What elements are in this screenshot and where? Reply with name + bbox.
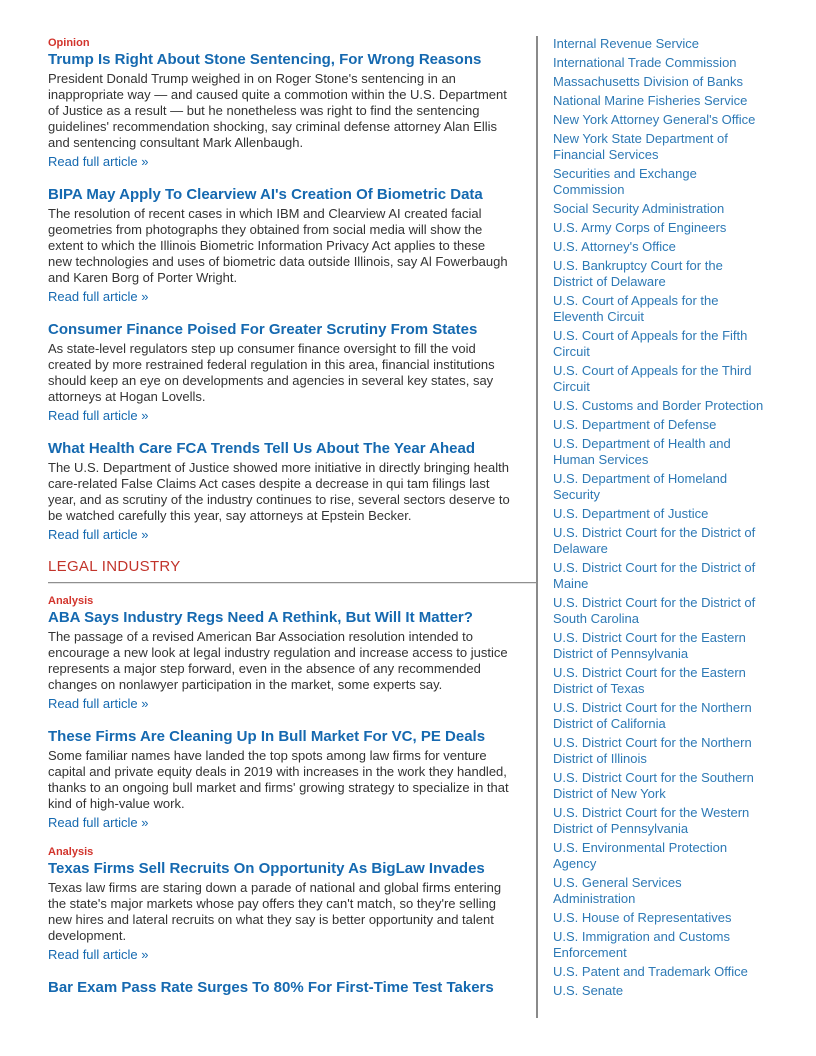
article-kicker: Opinion — [48, 37, 90, 49]
sidebar-agency-link[interactable]: U.S. Customs and Border Protection — [553, 398, 764, 413]
article-headline-link[interactable]: Bar Exam Pass Rate Surges To 80% For First-Time Test Takers — [48, 979, 494, 996]
read-full-article-link[interactable]: Read full article » — [48, 408, 149, 423]
section-header-legal-industry: LEGAL INDUSTRY — [48, 558, 181, 575]
article-kicker: Analysis — [48, 595, 94, 607]
read-full-article-link[interactable]: Read full article » — [48, 815, 149, 830]
sidebar-agency-link[interactable]: U.S. Department of Homeland Security — [553, 471, 728, 502]
sidebar-agency-link[interactable]: Securities and Exchange Commission — [553, 166, 697, 197]
sidebar-agency-link[interactable]: U.S. Senate — [553, 983, 624, 998]
sidebar-agency-link[interactable]: Social Security Administration — [553, 201, 725, 216]
article — [48, 727, 511, 832]
article — [48, 439, 511, 544]
sidebar-agency-link[interactable]: U.S. District Court for the District of Maine — [553, 560, 756, 591]
article-summary: President Donald Trump weighed in on Roger Stone's sentencing in an inappropriate way — and caused quite a commotion within the U.S. Department of Justice as a result — but he nonetheless was right to find the sentencing guidelines' recommendation shocking, say criminal defense attorney Alan Ellis and sentencing consultant Mark Allenbaugh. — [48, 71, 507, 150]
sidebar-agency-link[interactable]: Internal Revenue Service — [553, 36, 699, 51]
sidebar-agency-link[interactable]: U.S. District Court for the Eastern District of Pennsylvania — [553, 630, 746, 661]
article-summary: Some familiar names have landed the top spots among law firms for venture capital and private equity deals in 2019 with increases in the work they handled, thanks to an ongoing bull market and firms' growing strategy to specialize in that kind of high-value work. — [48, 748, 509, 811]
article-summary: As state-level regulators step up consumer finance oversight to fill the void created by more restrained federal regulation in this area, financial institutions should keep an eye on developments and agencies in several key states, say attorneys at Hogan Lovells. — [48, 341, 495, 404]
sidebar-agency-link[interactable]: U.S. Court of Appeals for the Third Circuit — [553, 363, 752, 394]
sidebar-agency-link[interactable]: International Trade Commission — [553, 55, 737, 70]
read-full-article-link[interactable]: Read full article » — [48, 947, 149, 962]
sidebar-agency-link[interactable]: U.S. District Court for the Eastern District of Texas — [553, 665, 746, 696]
article — [48, 595, 511, 713]
sidebar-agency-link[interactable]: U.S. District Court for the Northern District of Illinois — [553, 735, 752, 766]
article-summary: The passage of a revised American Bar Association resolution intended to encourage a new look at legal industry regulation and increase access to justice represents a major step forward, even in the absence of any recommended changes on nonlawyer participation in the market, some experts say. — [48, 629, 508, 692]
article-kicker: Analysis — [48, 846, 94, 858]
article — [48, 846, 511, 964]
article-summary: The resolution of recent cases in which IBM and Clearview AI created facial geometries from photographs they obtained from social media will show the extent to which the Illinois Biometric Information Privacy Act applies to these new technologies and uses of biometric data outside Illinois, say Al Fowerbaugh and Karen Borg of Porter Wright. — [48, 206, 508, 285]
article-headline-link[interactable]: BIPA May Apply To Clearview AI's Creation Of Biometric Data — [48, 186, 483, 203]
sidebar-agency-link[interactable]: U.S. General Services Administration — [553, 875, 682, 906]
sidebar-agency-link[interactable]: U.S. District Court for the Northern District of California — [553, 700, 752, 731]
sidebar-agency-link[interactable]: U.S. Court of Appeals for the Eleventh Circuit — [553, 293, 719, 324]
sidebar-agency-link[interactable]: U.S. House of Representatives — [553, 910, 732, 925]
article — [48, 185, 511, 306]
article-summary: The U.S. Department of Justice showed more initiative in directly bringing health care-related False Claims Act cases despite a decrease in qui tam filings last year, and as scrutiny of the industry continues to rise, several sectors deserve to be watched carefully this year, say attorneys at Epstein Becker. — [48, 460, 510, 523]
sidebar-agency-link[interactable]: U.S. Department of Defense — [553, 417, 717, 432]
sidebar-agency-link[interactable]: New York Attorney General's Office — [553, 112, 756, 127]
articles-column — [48, 37, 511, 1011]
read-full-article-link[interactable]: Read full article » — [48, 289, 149, 304]
article — [48, 320, 511, 425]
article-headline-link[interactable]: These Firms Are Cleaning Up In Bull Market For VC, PE Deals — [48, 728, 486, 745]
article — [48, 37, 511, 171]
sidebar-agency-link[interactable]: U.S. Immigration and Customs Enforcement — [553, 929, 731, 960]
read-full-article-link[interactable]: Read full article » — [48, 696, 149, 711]
sidebar-agency-link[interactable]: U.S. Environmental Protection Agency — [553, 840, 728, 871]
sidebar-agency-link[interactable]: U.S. Attorney's Office — [553, 239, 676, 254]
sidebar-agency-link[interactable]: U.S. Department of Health and Human Services — [553, 436, 731, 467]
sidebar-agency-link[interactable]: U.S. Court of Appeals for the Fifth Circuit — [553, 328, 748, 359]
article — [48, 978, 511, 997]
sidebar-agency-link[interactable]: U.S. Bankruptcy Court for the District of Delaware — [553, 258, 723, 289]
sidebar-agency-link[interactable]: U.S. District Court for the District of South Carolina — [553, 595, 756, 626]
sidebar-agency-link[interactable]: U.S. Army Corps of Engineers — [553, 220, 727, 235]
sidebar-agency-link[interactable]: U.S. District Court for the Southern District of New York — [553, 770, 754, 801]
sidebar-agency-link[interactable]: National Marine Fisheries Service — [553, 93, 748, 108]
agency-links-sidebar — [553, 36, 765, 1002]
article-headline-link[interactable]: Trump Is Right About Stone Sentencing, For Wrong Reasons — [48, 51, 482, 68]
sidebar-agency-link[interactable]: U.S. Department of Justice — [553, 506, 709, 521]
sidebar-agency-link[interactable]: U.S. District Court for the District of Delaware — [553, 525, 756, 556]
read-full-article-link[interactable]: Read full article » — [48, 154, 149, 169]
sidebar-agency-link[interactable]: U.S. District Court for the Western District of Pennsylvania — [553, 805, 750, 836]
read-full-article-link[interactable]: Read full article » — [48, 527, 149, 542]
article-headline-link[interactable]: What Health Care FCA Trends Tell Us About The Year Ahead — [48, 440, 476, 457]
article-headline-link[interactable]: Texas Firms Sell Recruits On Opportunity As BigLaw Invades — [48, 860, 485, 877]
sidebar-agency-link[interactable]: New York State Department of Financial Services — [553, 131, 728, 162]
article-headline-link[interactable]: ABA Says Industry Regs Need A Rethink, But Will It Matter? — [48, 609, 473, 626]
article-summary: Texas law firms are staring down a parade of national and global firms entering the state's major markets whose pay offers they can't match, so they're selling new hires and lateral recruits on what they say is better opportunity and talent development. — [48, 880, 502, 943]
article-headline-link[interactable]: Consumer Finance Poised For Greater Scrutiny From States — [48, 321, 478, 338]
section-rule — [48, 582, 537, 584]
sidebar-agency-link[interactable]: U.S. Patent and Trademark Office — [553, 964, 748, 979]
sidebar-agency-link[interactable]: Massachusetts Division of Banks — [553, 74, 744, 89]
column-divider — [536, 36, 538, 1018]
